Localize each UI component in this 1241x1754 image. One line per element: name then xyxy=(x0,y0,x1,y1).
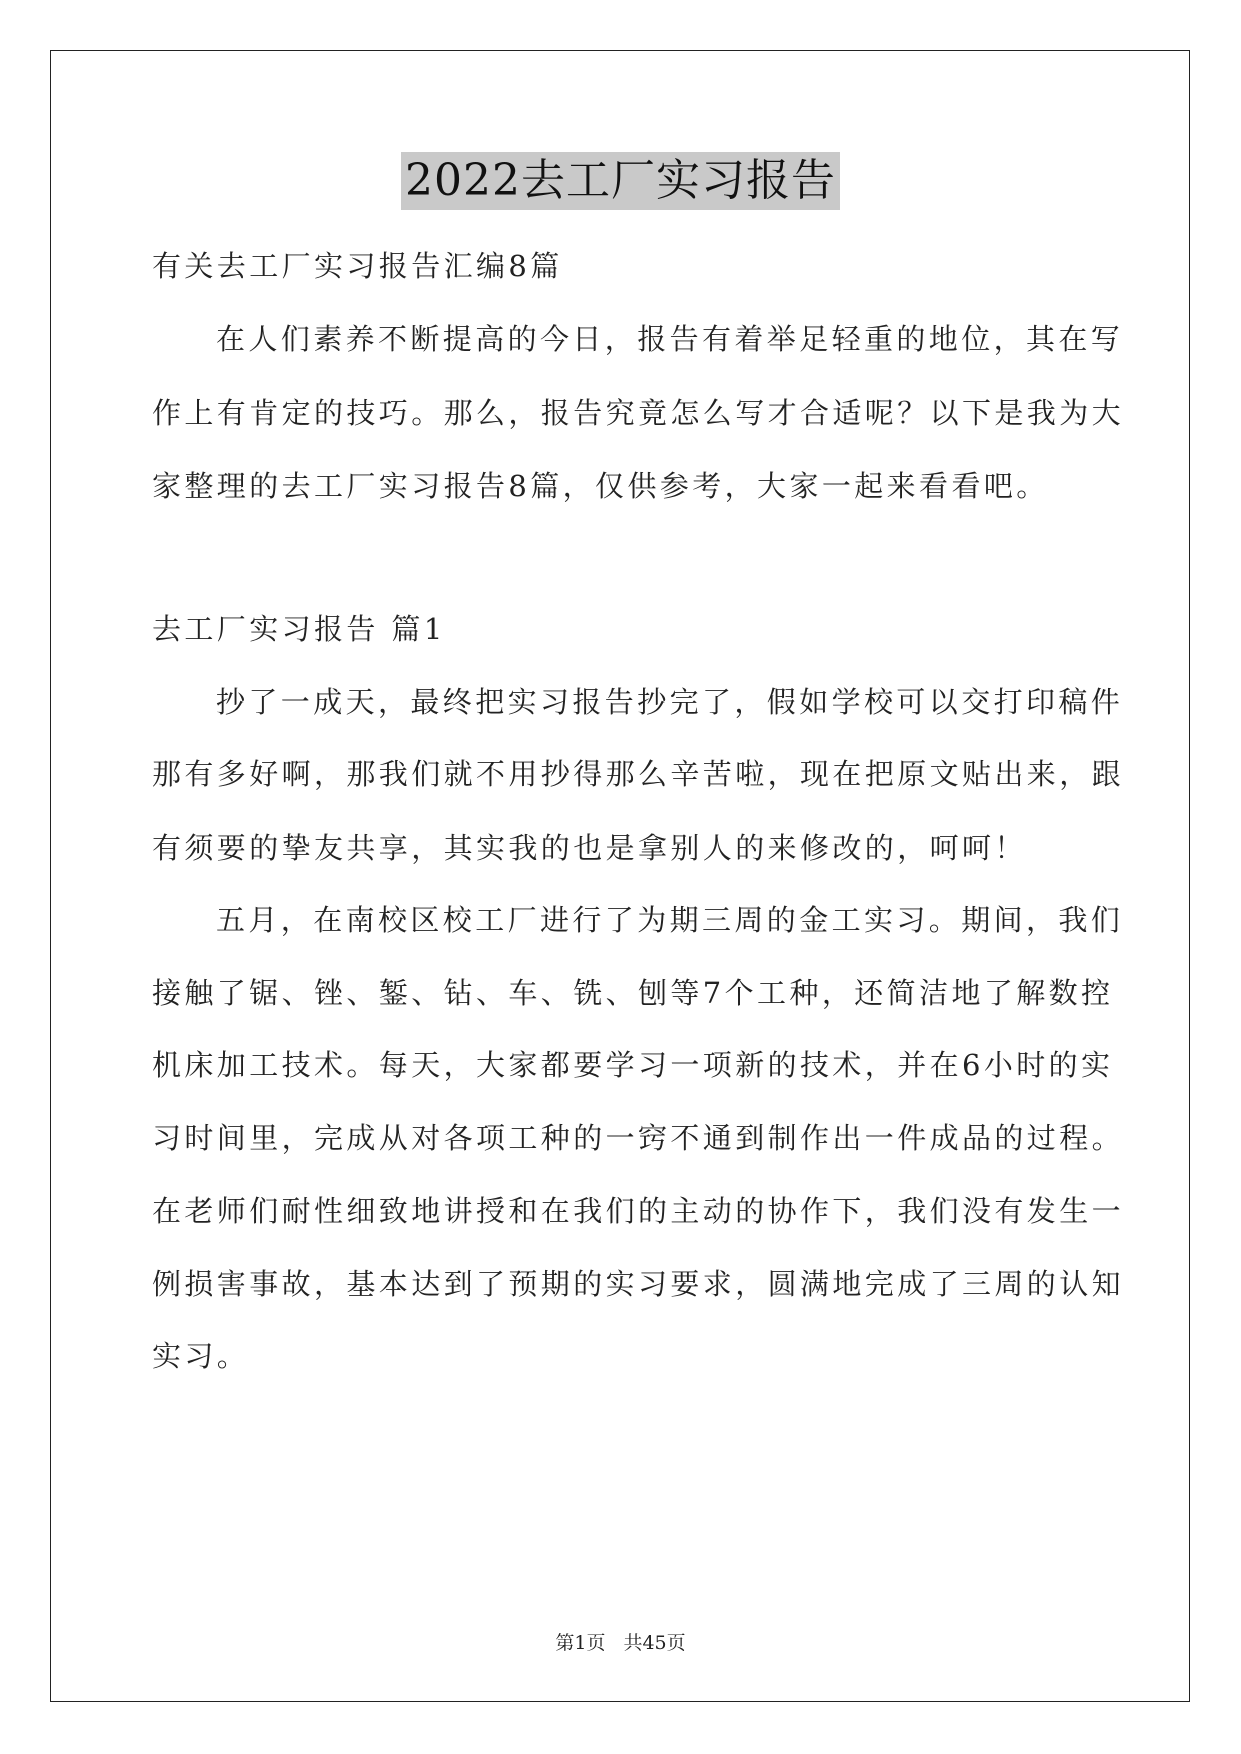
page-border xyxy=(50,50,1190,1702)
section-heading: 去工厂实习报告 篇1 xyxy=(152,612,446,646)
paragraph-line: 有须要的挚友共享，其实我的也是拿别人的来修改的，呵呵！ xyxy=(152,831,1027,865)
document-subtitle: 有关去工厂实习报告汇编8篇 xyxy=(152,249,563,283)
intro-line: 家整理的去工厂实习报告8篇，仅供参考，大家一起来看看吧。 xyxy=(152,469,1049,503)
paragraph-line: 习时间里，完成从对各项工种的一窍不通到制作出一件成品的过程。 xyxy=(152,1121,1125,1155)
paragraph-line: 在老师们耐性细致地讲授和在我们的主动的协作下，我们没有发生一 xyxy=(152,1194,1125,1228)
intro-line: 在人们素养不断提高的今日，报告有着举足轻重的地位，其在写 xyxy=(216,322,1124,356)
page-number: 第1页 xyxy=(555,1632,606,1654)
page-footer xyxy=(0,1628,1241,1655)
document-title: 2022去工厂实习报告 xyxy=(401,152,840,210)
paragraph-line: 实习。 xyxy=(152,1339,250,1373)
paragraph-line: 抄了一成天，最终把实习报告抄完了，假如学校可以交打印稿件 xyxy=(216,685,1124,719)
paragraph-line: 例损害事故，基本达到了预期的实习要求，圆满地完成了三周的认知 xyxy=(152,1267,1125,1301)
paragraph-line: 接触了锯、锉、錾、钻、车、铣、刨等7个工种，还简洁地了解数控 xyxy=(152,976,1114,1010)
title-container xyxy=(0,152,1241,210)
paragraph-line: 机床加工技术。每天，大家都要学习一项新的技术，并在6小时的实 xyxy=(152,1048,1114,1082)
paragraph-line: 五月，在南校区校工厂进行了为期三周的金工实习。期间，我们 xyxy=(216,903,1124,937)
paragraph-line: 那有多好啊，那我们就不用抄得那么辛苦啦，现在把原文贴出来，跟 xyxy=(152,757,1125,791)
intro-line: 作上有肯定的技巧。那么，报告究竟怎么写才合适呢？以下是我为大 xyxy=(152,396,1125,430)
page-total: 共45页 xyxy=(623,1632,686,1654)
